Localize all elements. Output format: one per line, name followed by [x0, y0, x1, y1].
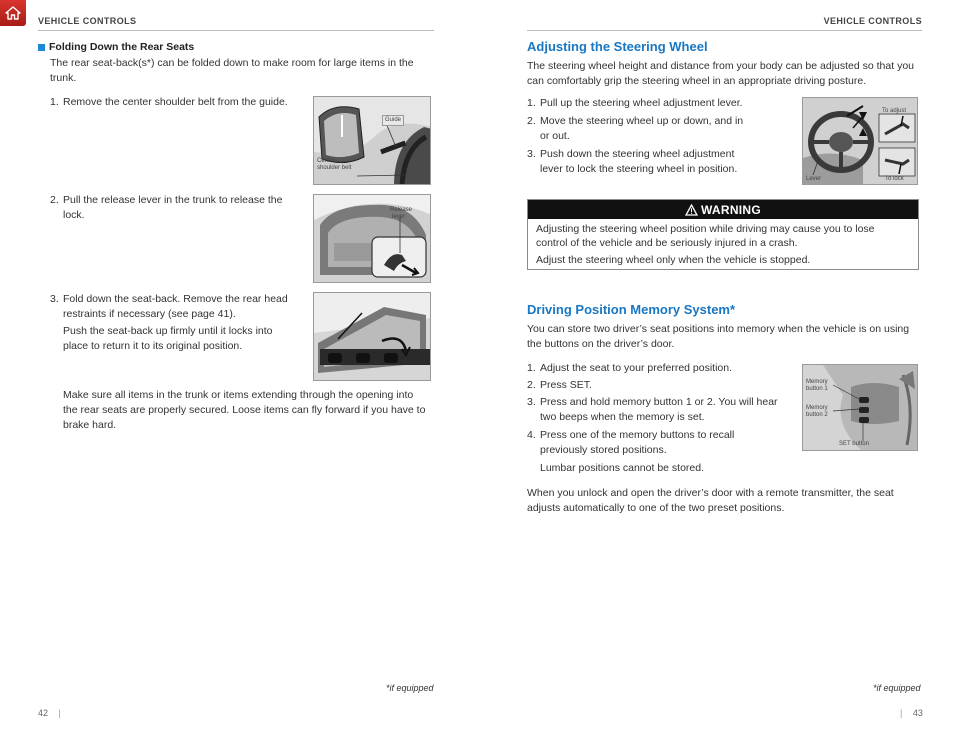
step-number: 4. [527, 429, 536, 441]
step-number: 3. [527, 396, 536, 408]
step-text: Press one of the memory buttons to recall [540, 429, 735, 441]
step-number: 2. [50, 194, 59, 206]
steering-step-1 [527, 96, 777, 111]
left-footnote: *if equipped [386, 683, 434, 693]
shoulder-belt-figure [313, 96, 431, 185]
left-page-number [38, 708, 61, 718]
note-line: Push the seat-back up firmly until it locks into [63, 325, 273, 337]
rear-seats-step-3 [50, 292, 305, 322]
warning-line-3: Adjust the steering wheel only when the vehicle is stopped. [536, 254, 811, 266]
step-text: restraints if necessary (see page 41). [63, 308, 236, 320]
memory-button-1-label-a: Memory [806, 379, 828, 385]
step-text: Fold down the seat-back. Remove the rear head [63, 293, 288, 305]
step-text: or out. [540, 130, 570, 142]
release-label-1: Release [390, 207, 413, 213]
closing-line: the rear seats are properly secured. Loose items can fly forward if you have to [63, 404, 426, 416]
closing-line: adjusts automatically to one of the two preset positions. [527, 502, 785, 514]
rear-seats-step-3-note [63, 324, 303, 354]
step-number: 2. [527, 115, 536, 127]
guide-label: Guide [382, 115, 404, 126]
page-separator: | [58, 708, 61, 718]
rear-seats-step-2 [50, 193, 305, 223]
step-number: 1. [527, 97, 536, 109]
step-text: Pull up the steering wheel adjustment lever. [540, 97, 743, 109]
set-button-label: SET button [839, 441, 869, 447]
steering-intro [527, 59, 922, 89]
memory-intro [527, 322, 922, 352]
to-adjust-label: To adjust [882, 108, 907, 114]
steering-figure [802, 97, 918, 185]
memory-step-4-note: Lumbar positions cannot be stored. [540, 462, 705, 474]
step-text: lever to lock the steering wheel in position. [540, 163, 738, 175]
memory-step-4 [527, 428, 787, 458]
warning-triangle-icon [685, 204, 698, 216]
intro-line: can comfortably grip the steering wheel in an appropriate driving posture. [527, 75, 867, 87]
warning-line-1: Adjusting the steering wheel position while driving may cause you to lose [536, 223, 875, 235]
step-number: 3. [527, 148, 536, 160]
closing-line: When you unlock and open the driver’s door with a remote transmitter, the seat [527, 487, 894, 499]
memory-closing [527, 486, 922, 516]
memory-step-1 [527, 361, 787, 376]
step-text: Pull the release lever in the trunk to release the [63, 194, 283, 206]
home-icon [5, 6, 21, 20]
step-text: Press and hold memory button 1 or 2. You will hear [540, 396, 778, 408]
memory-step-3 [527, 395, 787, 425]
memory-heading: Driving Position Memory System* [527, 302, 736, 317]
rear-seats-closing [63, 388, 435, 433]
steering-step-3 [527, 147, 777, 177]
warning-bar [528, 200, 918, 219]
page-number-43: 43 [912, 708, 923, 718]
left-header-rule [38, 30, 434, 31]
steering-heading: Adjusting the Steering Wheel [527, 39, 708, 54]
page-number-42: 42 [38, 708, 49, 718]
step-number: 3. [50, 293, 59, 305]
intro-line: The steering wheel height and distance from your body can be adjusted so that you [527, 60, 914, 72]
section-bullet-icon [38, 44, 45, 51]
step-text: Remove the center shoulder belt from the guide. [63, 96, 288, 108]
memory-button-1-label-b: button 1 [806, 386, 828, 392]
fold-seatback-figure [313, 292, 431, 381]
center-belt-label-1: Center [317, 158, 336, 164]
left-section-title: VEHICLE CONTROLS [38, 16, 137, 26]
right-footnote: *if equipped [873, 683, 921, 693]
release-lever-figure [313, 194, 431, 283]
home-button[interactable] [0, 0, 26, 26]
warning-title: WARNING [700, 202, 762, 217]
memory-button-2-label-a: Memory [806, 405, 828, 411]
step-number: 1. [527, 362, 536, 374]
warning-box [527, 199, 919, 270]
rear-seats-step-1 [50, 95, 305, 110]
step-text: Move the steering wheel up or down, and in [540, 115, 744, 127]
center-belt-label-2: shoulder belt [317, 165, 352, 171]
steering-step-2 [527, 114, 777, 144]
rear-seats-intro [50, 56, 435, 86]
closing-line: Make sure all items in the trunk or items extending through the opening into [63, 389, 414, 401]
warning-line-2: control of the vehicle and be seriously injured in a crash. [536, 237, 798, 249]
intro-line: You can store two driver’s seat positions into memory when the vehicle is on using [527, 323, 910, 335]
step-text: Press SET. [540, 379, 592, 391]
step-text: lock. [63, 209, 85, 221]
closing-line: brake hard. [63, 419, 117, 431]
memory-buttons-figure [802, 364, 918, 451]
step-number: 2. [527, 379, 536, 391]
memory-step-2 [527, 378, 787, 393]
page-separator: | [900, 708, 903, 718]
rear-seats-subheading [38, 41, 194, 53]
step-number: 1. [50, 96, 59, 108]
step-text: Push down the steering wheel adjustment [540, 148, 735, 160]
step-text: two beeps when the memory is set. [540, 411, 705, 423]
to-lock-label: To lock [885, 176, 904, 182]
intro-line: trunk. [50, 72, 77, 84]
intro-line: the buttons on the driver’s door. [527, 338, 675, 350]
memory-button-2-label-b: button 2 [806, 412, 828, 418]
right-header-rule [527, 30, 922, 31]
step-text: previously stored positions. [540, 444, 667, 456]
intro-line: The rear seat-back(s*) can be folded down to make room for large items in the [50, 57, 414, 69]
note-line: place to return it to its original position. [63, 340, 243, 352]
rear-seats-subheading-text: Folding Down the Rear Seats [49, 41, 195, 53]
lever-label: Lever [806, 176, 822, 182]
release-label-2: lever [392, 214, 406, 220]
right-section-title: VEHICLE CONTROLS [823, 16, 922, 26]
right-page-number [900, 708, 923, 718]
step-text: Adjust the seat to your preferred position. [540, 362, 733, 374]
